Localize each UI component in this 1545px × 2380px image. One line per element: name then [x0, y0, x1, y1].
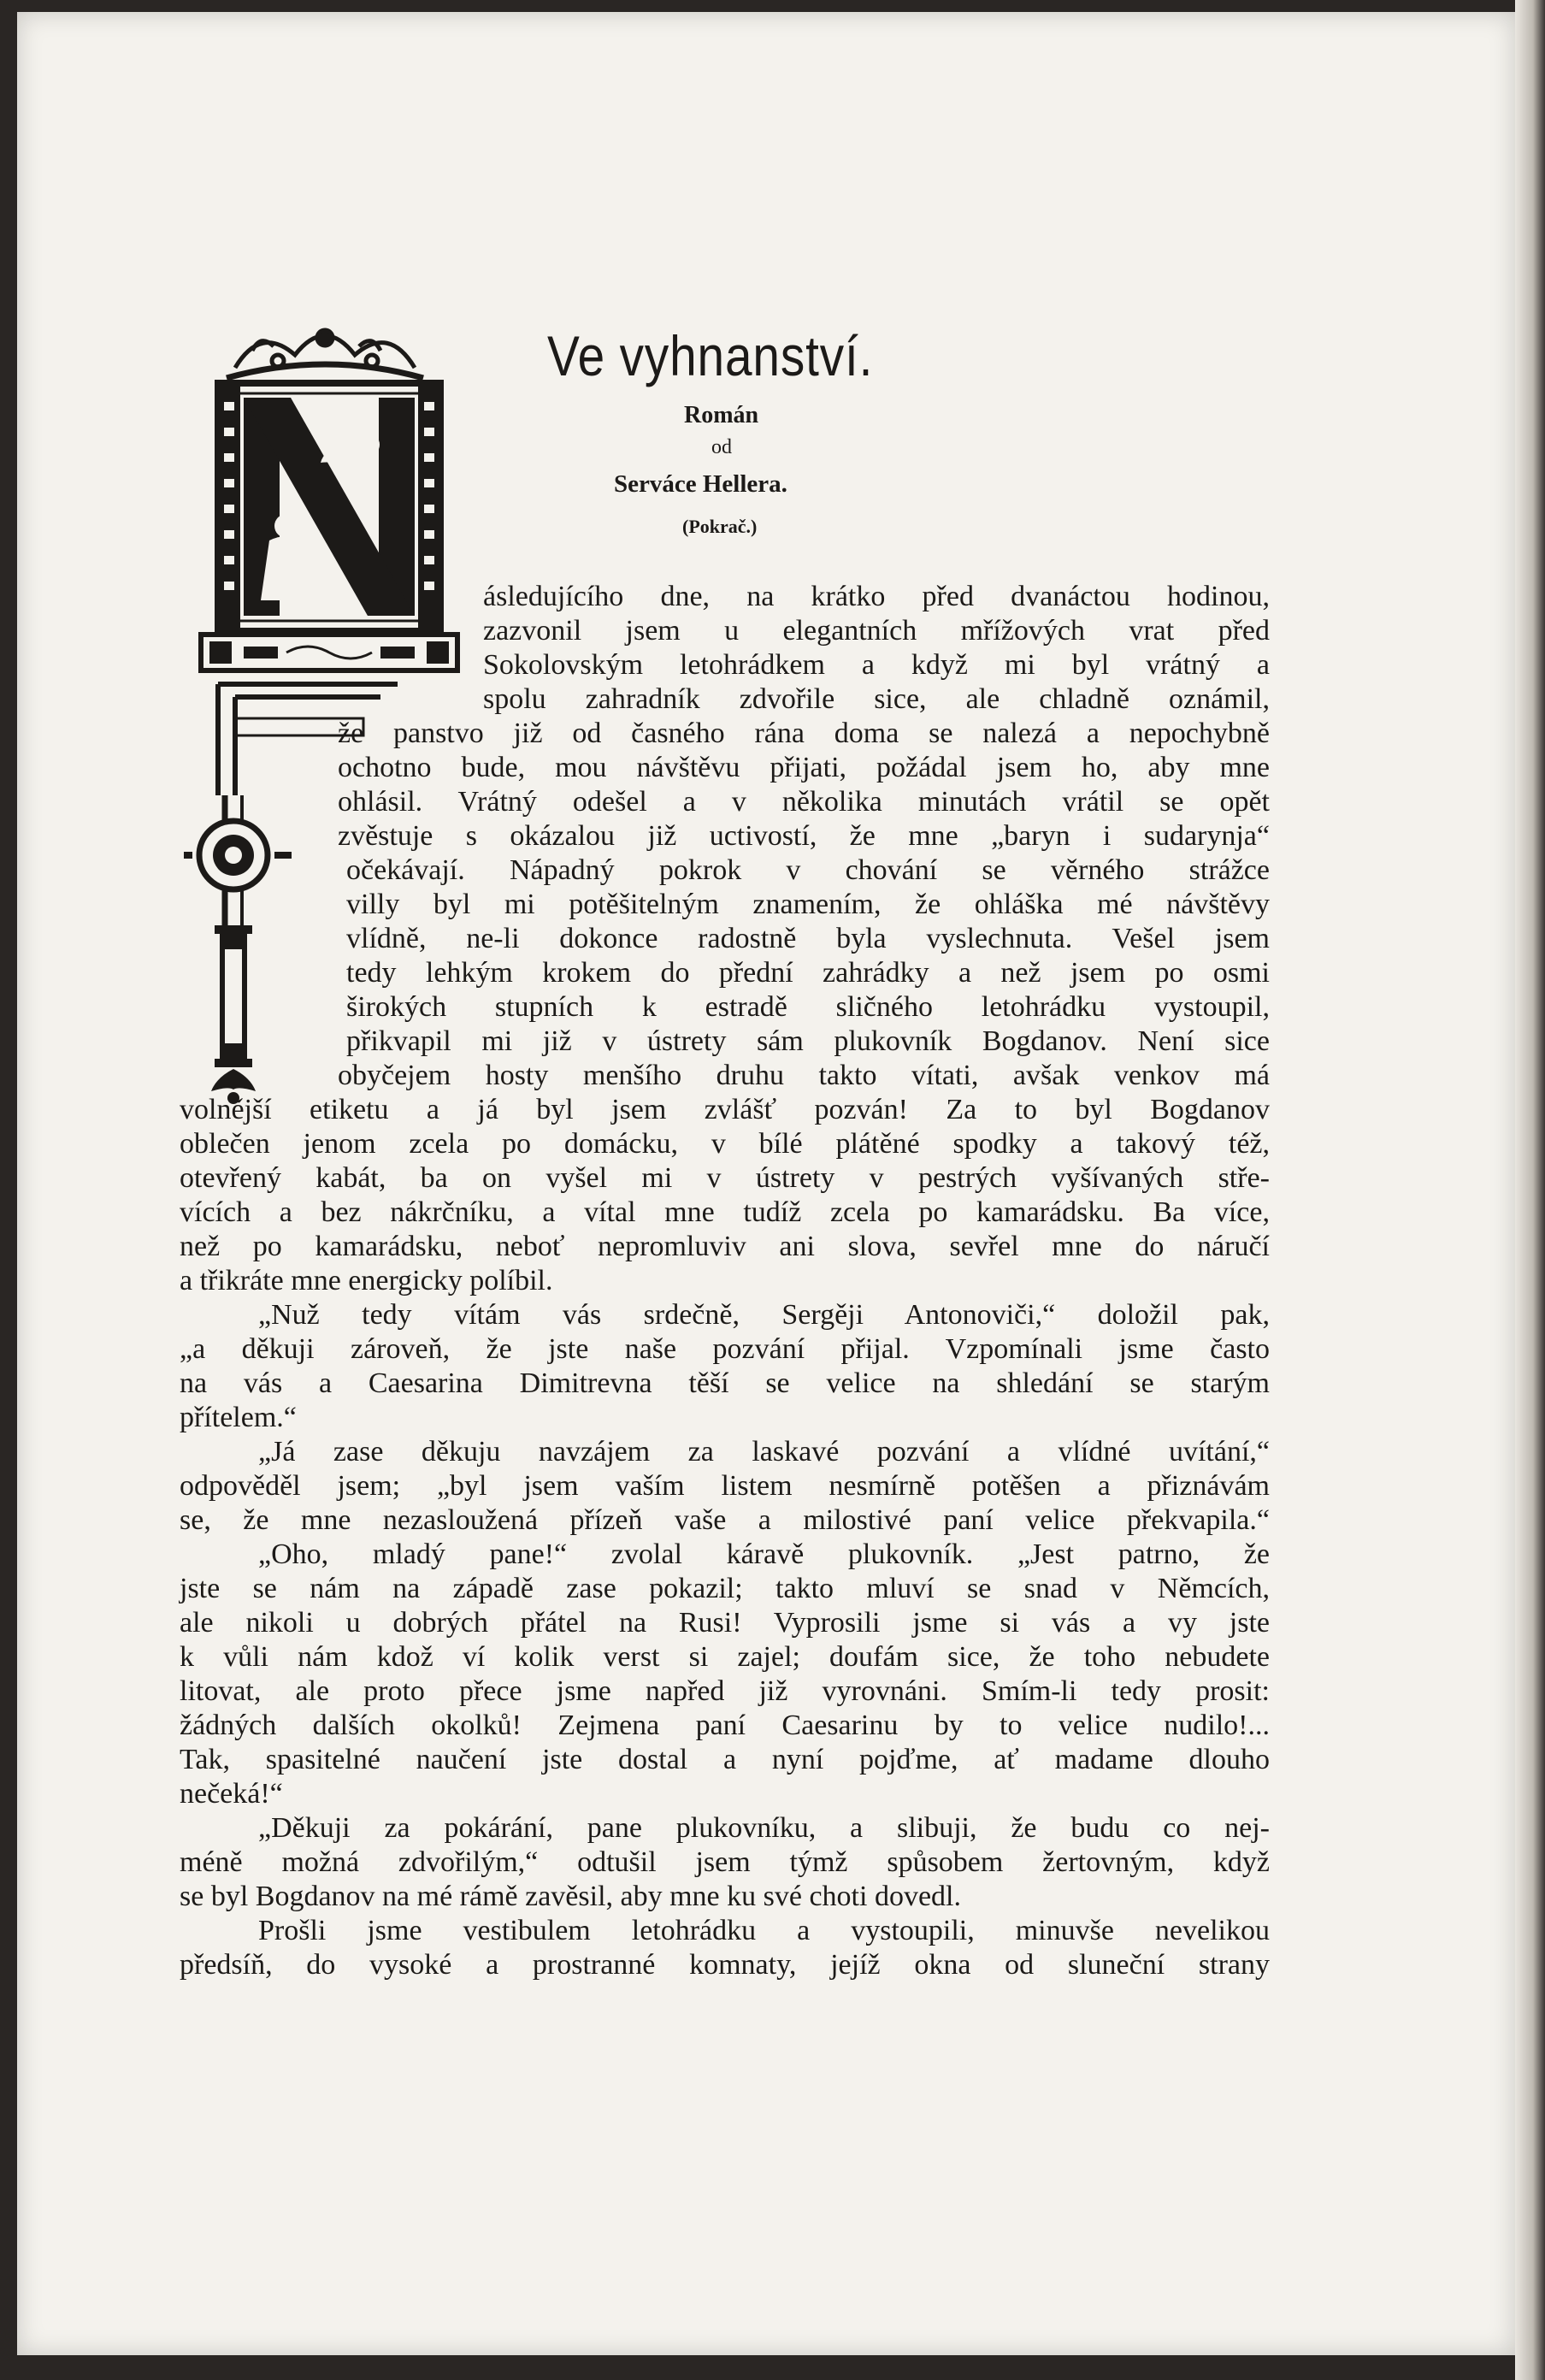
text-line: zazvonil jsem u elegantních mřížových vrat před [483, 615, 1270, 647]
by-label: od [711, 436, 732, 458]
text-line: a třikráte mne energicky políbil. [180, 1265, 553, 1296]
continuation-note: (Pokrač.) [682, 516, 758, 537]
text-line: na vás a Caesarina Dimitrevna těší se velice na shledání se starým [180, 1367, 1270, 1399]
text-line: ochotno bude, mou návštěvu přijati, požádal jsem ho, aby mne [338, 752, 1270, 783]
text-line: přítelem.“ [180, 1402, 297, 1433]
text-line: otevřený kabát, ba on vyšel mi v ústrety v pestrých vyšívaných stře- [180, 1162, 1270, 1194]
text-line: „a děkuji zároveň, že jste naše pozvání přijal. Vzpomínali jsme často [180, 1333, 1270, 1365]
text-line: nečeká!“ [180, 1778, 283, 1810]
text-line: ásledujícího dne, na krátko před dvanáctou hodinou, [483, 581, 1270, 612]
text-line: „Já zase děkuju navzájem za laskavé pozvání a vlídné uvítání,“ [258, 1436, 1270, 1468]
text-line: širokých stupních k estradě sličného letohrádku vystoupil, [346, 991, 1270, 1023]
chapter-title: Ve vyhnanství. [547, 324, 874, 387]
crown-ornament-icon [227, 330, 423, 378]
text-line: „Děkuji za pokárání, pane plukovníku, a slibuji, že budu co nej- [258, 1812, 1270, 1844]
author-name: Serváce Hellera. [614, 470, 787, 498]
text-line: vících a bez nákrčníku, a vítal mne tudíž zcela po kamarádsku. Ba více, [180, 1196, 1270, 1228]
text-line: oblečen jenom zcela po domácku, v bílé plátěné spodky a takový též, [180, 1128, 1270, 1160]
text-line: k vůli nám kdož ví kolik verst si zajel; doufám sice, že toho nebudete [180, 1641, 1270, 1673]
text-line: spolu zahradník zdvořile sice, ale chladně oznámil, [483, 683, 1270, 715]
rosette-medallion-icon [184, 821, 292, 889]
text-line: že panstvo již od časného rána doma se nalezá a nepochybně [338, 718, 1270, 749]
page-edge-shadow [1515, 0, 1545, 2380]
text-line: volnější etiketu a já byl jsem zvlášť pozván! Za to byl Bogdanov [180, 1094, 1270, 1125]
text-line: obyčejem hosty menšího druhu takto vítati, avšak venkov má [338, 1060, 1270, 1091]
text-line: tedy lehkým krokem do přední zahrádky a než jsem po osmi [346, 957, 1270, 989]
text-line: se byl Bogdanov na mé rámě zavěsil, aby mne ku své choti dovedl. [180, 1881, 961, 1912]
text-line: přikvapil mi již v ústrety sám plukovník Bogdanov. Není sice [346, 1025, 1270, 1057]
text-line: žádných dalších okolků! Zejmena paní Caesarinu by to velice nudilo!... [180, 1710, 1270, 1741]
text-line: Sokolovským letohrádkem a když mi byl vrátný a [483, 649, 1270, 681]
text-line: vlídně, ne-li dokonce radostně byla vyslechnuta. Vešel jsem [346, 923, 1270, 954]
text-line: zvěstuje s okázalou již uctivostí, že mne „baryn i sudarynja“ [338, 820, 1270, 852]
text-line: litovat, ale proto přece jsme napřed již vyrovnáni. Smím-li tedy prosit: [180, 1675, 1270, 1707]
text-line: očekávají. Nápadný pokrok v chování se věrného strážce [346, 854, 1270, 886]
text-line: předsíň, do vysoké a prostranné komnaty, jejíž okna od sluneční strany [180, 1949, 1270, 1981]
text-line: než po kamarádsku, neboť nepromluviv ani slova, sevřel mne do náručí [180, 1231, 1270, 1262]
text-line: villy byl mi potěšitelným znamením, že ohláška mé návštěvy [346, 889, 1270, 920]
text-line: Tak, spasitelné naučení jste dostal a nyní pojďme, ať madame dlouho [180, 1744, 1270, 1775]
text-line: „Nuž tedy vítám vás srdečně, Sergěji Antonoviči,“ doložil pak, [258, 1299, 1270, 1331]
text-line: ale nikoli u dobrých přátel na Rusi! Vyprosili jsme si vás a vy jste [180, 1607, 1270, 1639]
text-line: ohlásil. Vrátný odešel a v několika minutách vrátil se opět [338, 786, 1270, 818]
text-line: Prošli jsme vestibulem letohrádku a vystoupili, minuvše nevelikou [258, 1915, 1270, 1946]
text-line: jste se nám na západě zase pokazil; takto mluví se snad v Němcích, [180, 1573, 1270, 1604]
genre-label: Román [684, 402, 759, 428]
text-line: se, že mne nezasloužená přízeň vaše a milostivé paní velice překvapila.“ [180, 1504, 1270, 1536]
text-line: odpověděl jsem; „byl jsem vaším listem nesmírně potěšen a přiznávám [180, 1470, 1270, 1502]
text-line: méně možná zdvořilým,“ odtušil jsem týmž spůsobem žertovným, když [180, 1846, 1270, 1878]
text-line: „Oho, mladý pane!“ zvolal káravě plukovník. „Jest patrno, že [258, 1538, 1270, 1570]
